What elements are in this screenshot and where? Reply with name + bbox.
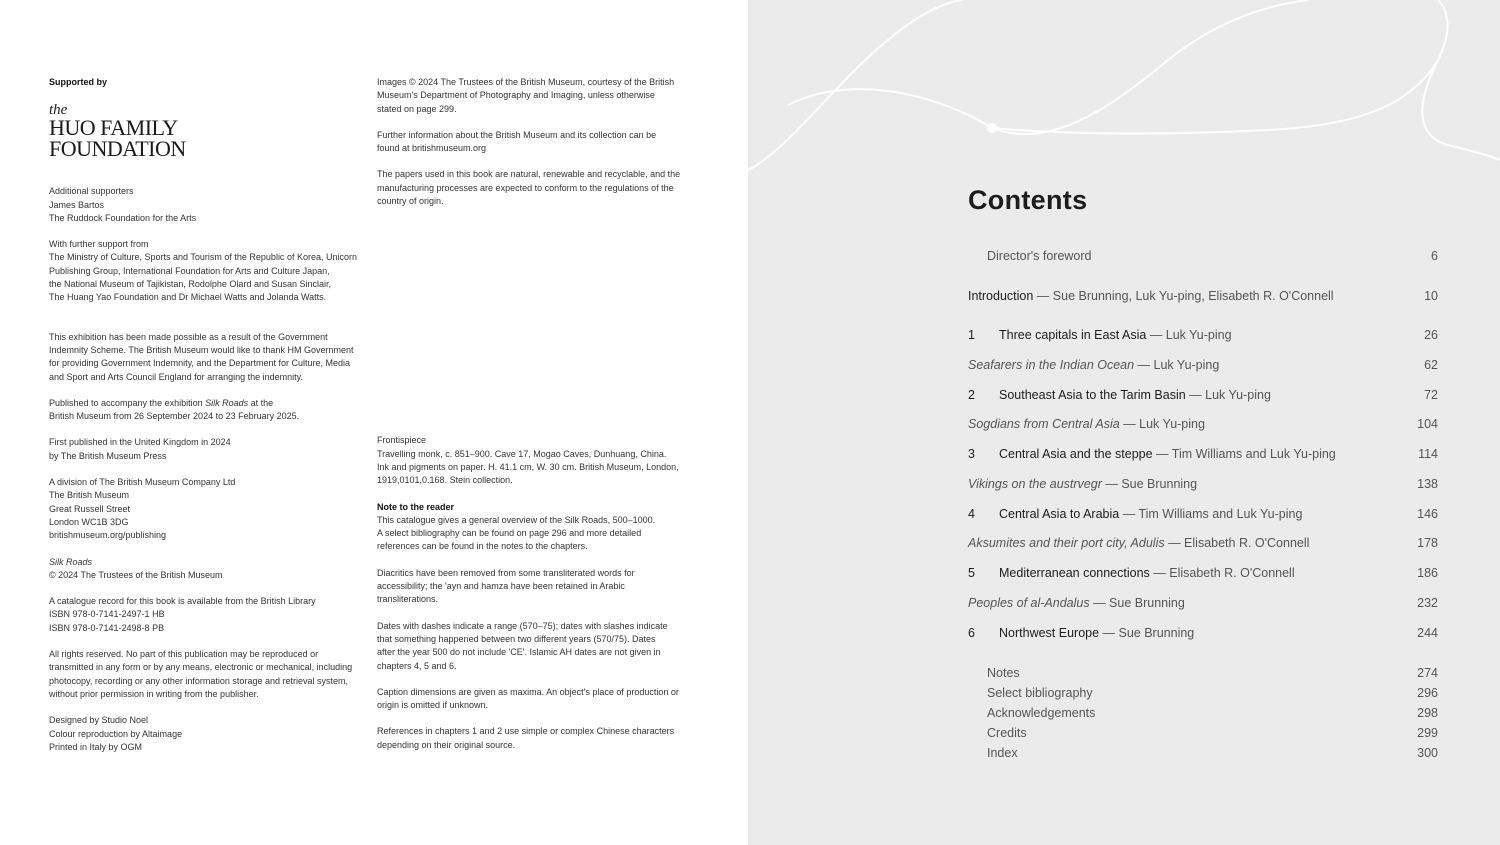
text-line: A division of The British Museum Company Ltd xyxy=(49,477,236,488)
logo-the: the xyxy=(49,102,68,119)
isbn-block xyxy=(49,608,369,635)
text-line: The Huang Yao Foundation and Dr Michael Watts and Jolanda Watts. xyxy=(49,292,327,303)
chapter-number: 3 xyxy=(968,447,975,461)
contents-page xyxy=(748,0,1500,845)
toc-entry-title: Southeast Asia to the Tarim Basin xyxy=(999,388,1186,402)
chapter-number: 4 xyxy=(968,507,975,521)
toc-entry-title: Acknowledgements xyxy=(987,706,1096,720)
note-to-reader xyxy=(377,501,697,554)
text-line: Great Russell Street xyxy=(49,503,131,514)
text-line: transliterations. xyxy=(377,594,439,605)
text-line: after the year 500 do not include 'CE'. Islamic AH dates are not given in xyxy=(377,647,661,658)
text-line: The Ruddock Foundation for the Arts xyxy=(49,212,197,223)
text-line: found at britishmuseum.org xyxy=(377,143,487,154)
text-line: References in chapters 1 and 2 use simple or complex Chinese characters xyxy=(377,726,675,737)
toc-page-number: 114 xyxy=(1418,447,1438,461)
toc-entry[interactable] xyxy=(968,289,1438,303)
toc-entry-author: — Luk Yu-ping xyxy=(1146,328,1232,342)
text-line: Additional supporters xyxy=(49,186,134,197)
text-line: that something happened between two different years (570/75). Dates xyxy=(377,633,656,644)
toc-entry-title: Credits xyxy=(987,726,1027,740)
text-line: Designed by Studio Noel xyxy=(49,715,149,726)
supported-by-label: Supported by xyxy=(49,77,107,87)
toc-entry-author: — Tim Williams and Luk Yu-ping xyxy=(1152,447,1336,461)
text-line: accessibility; the 'ayn and hamza have been retained in Arabic xyxy=(377,581,625,592)
book-title: Silk Roads xyxy=(49,556,93,567)
text-line: manufacturing processes are expected to conform to the regulations of the xyxy=(377,182,674,193)
text-span: at the xyxy=(248,397,274,408)
toc-entry[interactable] xyxy=(968,626,1438,640)
toc-entry[interactable] xyxy=(968,417,1438,431)
text-line: Travelling monk, c. 851–900. Cave 17, Mogao Caves, Dunhuang, China. xyxy=(377,448,667,459)
toc-entry[interactable] xyxy=(968,249,1438,263)
text-line: British Museum from 26 September 2024 to 23 February 2025. xyxy=(49,411,300,422)
toc-entry-author: — Luk Yu-ping xyxy=(1185,388,1271,402)
caption-note xyxy=(377,686,697,713)
toc-entry[interactable] xyxy=(968,477,1438,491)
text-line: This exhibition has been made possible as a result of the Government xyxy=(49,331,328,342)
toc-page-number: 274 xyxy=(1417,666,1438,680)
toc-page-number: 146 xyxy=(1417,507,1438,521)
chapter-number: 6 xyxy=(968,626,975,640)
text-line: © 2024 The Trustees of the British Museum xyxy=(49,569,223,580)
text-line: First published in the United Kingdom in 2024 xyxy=(49,437,231,448)
toc-entry-author: — Sue Brunning xyxy=(1101,477,1198,491)
huo-family-foundation-logo xyxy=(49,102,369,162)
toc-entry-author: — Tim Williams and Luk Yu-ping xyxy=(1119,507,1303,521)
toc-entry[interactable] xyxy=(968,447,1438,461)
toc-page-number: 104 xyxy=(1417,417,1438,431)
toc-page-number: 6 xyxy=(1431,249,1438,263)
first-published xyxy=(49,436,369,463)
text-line: transmitted in any form or by any means, electronic or mechanical, including xyxy=(49,662,353,673)
logo-line-1: HUO FAMILY xyxy=(49,115,178,141)
text-line: London WC1B 3DG xyxy=(49,516,129,527)
text-line: Indemnity Scheme. The British Museum would like to thank HM Government xyxy=(49,344,354,355)
toc-entry[interactable] xyxy=(968,507,1438,521)
references-note xyxy=(377,725,697,752)
toc-entry[interactable] xyxy=(968,388,1438,402)
toc-entry-title: Seafarers in the Indian Ocean xyxy=(968,358,1135,372)
isbn-hb: ISBN 978-0-7141-2497-1 HB xyxy=(49,609,165,620)
text-line: A select bibliography can be found on page 296 and more detailed xyxy=(377,528,642,539)
toc-entry[interactable] xyxy=(968,536,1438,550)
text-line: This catalogue gives a general overview of the Silk Roads, 500–1000. xyxy=(377,514,656,525)
text-line: Printed in Italy by OGM xyxy=(49,741,143,752)
text-line: Dates with dashes indicate a range (570–75); dates with slashes indicate xyxy=(377,620,668,631)
toc-entry-title: Vikings on the austrvegr xyxy=(968,477,1102,491)
text-line: With further support from xyxy=(49,239,149,250)
further-support xyxy=(49,238,369,304)
isbn-pb: ISBN 978-0-7141-2498-8 PB xyxy=(49,622,165,633)
rights-statement xyxy=(49,648,369,701)
route-point xyxy=(987,123,997,133)
toc-page-number: 232 xyxy=(1417,596,1438,610)
toc-entry-author: — Sue Brunning, Luk Yu-ping, Elisabeth R. O'Connell xyxy=(1033,289,1334,303)
text-line: by The British Museum Press xyxy=(49,450,167,461)
toc-page-number: 299 xyxy=(1417,726,1438,740)
diacritics-note xyxy=(377,567,697,607)
dates-note xyxy=(377,620,697,673)
toc-entry-title: Aksumites and their port city, Adulis xyxy=(968,536,1165,550)
toc-entry-title: Northwest Europe xyxy=(999,626,1100,640)
text-line: Ink and pigments on paper. H. 41.1 cm, W. 30 cm. British Museum, London, xyxy=(377,461,679,472)
toc-page-number: 10 xyxy=(1424,289,1438,303)
chapter-number: 1 xyxy=(968,328,975,342)
text-span: Published to accompany the exhibition xyxy=(49,397,206,408)
text-line: britishmuseum.org/publishing xyxy=(49,530,167,541)
frontispiece-caption xyxy=(377,434,697,487)
text-line: for providing Government Indemnity, and the Department for Culture, Media xyxy=(49,358,350,369)
production-credits xyxy=(49,714,369,754)
toc-entry-title: Notes xyxy=(987,666,1020,680)
toc-page-number: 26 xyxy=(1424,328,1438,342)
text-line: Further information about the British Museum and its collection can be xyxy=(377,129,657,140)
toc-entry-title: Central Asia to Arabia xyxy=(999,507,1120,521)
toc-entry-title: Central Asia and the steppe xyxy=(999,447,1153,461)
text-line: origin is omitted if unknown. xyxy=(377,700,489,711)
toc-entry-title: Introduction xyxy=(968,289,1034,303)
chapter-number: 5 xyxy=(968,566,975,580)
toc-entry-title: Select bibliography xyxy=(987,686,1093,700)
text-line: The British Museum xyxy=(49,490,130,501)
copyright-column-right xyxy=(377,76,697,752)
text-line: The papers used in this book are natural, renewable and recyclable, and the xyxy=(377,169,681,180)
images-credit xyxy=(377,76,697,116)
route-line-segment xyxy=(748,0,963,170)
toc-page-number: 296 xyxy=(1417,686,1438,700)
text-line: chapters 4, 5 and 6. xyxy=(377,660,457,671)
toc-page-number: 72 xyxy=(1424,388,1438,402)
toc-entry[interactable] xyxy=(968,328,1438,342)
text-line: Diacritics have been removed from some transliterated words for xyxy=(377,567,635,578)
indemnity-note xyxy=(49,331,369,384)
text-line: without prior permission in writing from the publisher. xyxy=(49,688,259,699)
toc-page-number: 62 xyxy=(1424,358,1438,372)
toc-entry-author: — Sue Brunning xyxy=(1089,596,1185,610)
chapter-number: 2 xyxy=(968,388,975,402)
toc-entry[interactable] xyxy=(968,706,1438,720)
text-line: and Sport and Arts Council England for arranging the indemnity. xyxy=(49,371,303,382)
toc-entry[interactable] xyxy=(968,666,1438,680)
toc-entry-author: — Luk Yu-ping xyxy=(1119,417,1205,431)
toc-page-number: 186 xyxy=(1417,566,1438,580)
toc-page-number: 298 xyxy=(1417,706,1438,720)
route-line-segment xyxy=(992,0,1447,134)
toc-entry-title: Index xyxy=(987,746,1018,760)
toc-entry-author: — Sue Brunning xyxy=(1099,626,1195,640)
toc-page-number: 138 xyxy=(1417,477,1438,491)
toc-entry[interactable] xyxy=(968,686,1438,700)
toc-entry-author: — Elisabeth R. O'Connell xyxy=(1149,566,1295,580)
text-line: references can be found in the notes to the chapters. xyxy=(377,541,588,552)
toc-entry-author: — Elisabeth R. O'Connell xyxy=(1164,536,1310,550)
papers-note xyxy=(377,168,697,208)
toc-entry[interactable] xyxy=(968,726,1438,740)
note-heading: Note to the reader xyxy=(377,501,455,512)
text-line: Images © 2024 The Trustees of the British Museum, courtesy of the British xyxy=(377,77,675,87)
copyright-page xyxy=(0,0,748,845)
text-line: country of origin. xyxy=(377,196,444,207)
text-line: the National Museum of Tajikistan, Rodolphe Olard and Susan Sinclair, xyxy=(49,279,331,290)
logo-line-2: FOUNDATION xyxy=(49,136,186,162)
toc-page-number: 244 xyxy=(1417,626,1438,640)
additional-supporters xyxy=(49,185,369,225)
toc-entry-title: Three capitals in East Asia xyxy=(999,328,1147,342)
toc-entry-title: Sogdians from Central Asia xyxy=(968,417,1120,431)
toc-entry-title: Director's foreword xyxy=(987,249,1092,263)
route-line-segment xyxy=(1422,60,1500,160)
route-line-segment xyxy=(788,0,1308,134)
toc-entry[interactable] xyxy=(968,566,1438,580)
text-line xyxy=(49,397,369,410)
text-line: Caption dimensions are given as maxima. An object's place of production or xyxy=(377,686,679,697)
publisher-address xyxy=(49,476,369,542)
text-line: Publishing Group, International Foundation for Arts and Culture Japan, xyxy=(49,265,330,276)
toc-entry[interactable] xyxy=(968,746,1438,760)
toc-entry-title: Mediterranean connections xyxy=(999,566,1150,580)
further-information xyxy=(377,129,697,156)
toc-page-number: 178 xyxy=(1417,536,1438,550)
text-line: 1919,0101,0.168. Stein collection. xyxy=(377,475,513,486)
text-line: Colour reproduction by Altaimage xyxy=(49,728,183,739)
text-line: Frontispiece xyxy=(377,435,427,446)
text-line: depending on their original source. xyxy=(377,739,516,750)
text-line: All rights reserved. No part of this publication may be reproduced or xyxy=(49,649,319,660)
copyright-column-left xyxy=(49,76,369,754)
text-line: stated on page 299. xyxy=(377,103,457,114)
toc-page-number: 300 xyxy=(1417,746,1438,760)
toc-entry[interactable] xyxy=(968,358,1438,372)
toc-entry[interactable] xyxy=(968,596,1438,610)
text-line: photocopy, recording or any other information storage and retrieval system, xyxy=(49,675,348,686)
text-line: James Bartos xyxy=(49,199,105,210)
published-note xyxy=(49,397,369,424)
exhibition-title: Silk Roads xyxy=(205,397,249,408)
copyright-notice xyxy=(49,556,369,583)
contents-title: Contents xyxy=(968,185,1088,215)
text-line: The Ministry of Culture, Sports and Tourism of the Republic of Korea, Unicorn xyxy=(49,252,357,263)
toc-entry-author: — Luk Yu-ping xyxy=(1134,358,1220,372)
catalogue-record: A catalogue record for this book is available from the British Library xyxy=(49,596,316,607)
text-line: Museum's Department of Photography and Imaging, unless otherwise xyxy=(377,90,655,101)
toc-entry-title: Peoples of al-Andalus xyxy=(968,596,1090,610)
